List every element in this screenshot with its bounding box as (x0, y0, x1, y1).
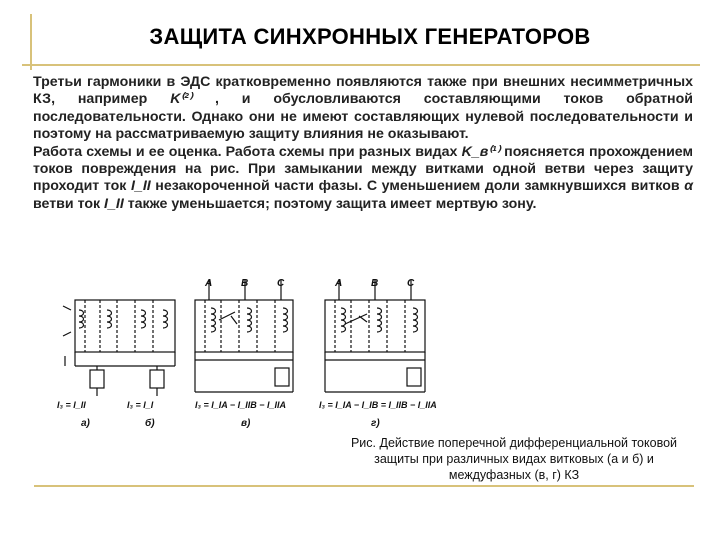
paragraph-2-text-d: ветви ток (33, 195, 105, 212)
body-text (33, 74, 693, 213)
panel-g-circuit (325, 280, 425, 392)
figure-caption: Рис. Действие поперечной дифференциальной токовой защиты при различных видах витковых (а и б) и междуфазных (в, г) КЗ (350, 436, 678, 482)
title-frame-vertical (30, 14, 32, 70)
circuit-figure (55, 276, 455, 434)
paragraph-2-text-e: также уменьшается; поэтому защита имеет мертвую зону. (123, 195, 537, 212)
page-title: ЗАЩИТА СИНХРОННЫХ ГЕНЕРАТОРОВ (149, 24, 591, 49)
bottom-frame-line (34, 485, 694, 487)
formula-b: I₃ = I_I (127, 400, 154, 410)
phase-label-a-g: A (335, 278, 343, 289)
panel-ab-circuit (63, 300, 175, 396)
paragraph-2-text-c: незакороченной части фазы. С уменьшением доли замкнувшихся витков (150, 178, 685, 195)
title-frame-horizontal (22, 64, 700, 66)
paragraph-2 (33, 144, 693, 214)
paragraph-2-text-a: Работа схемы и ее оценка. Работа схемы при разных видах (33, 143, 462, 160)
math-i2-first: I_II (130, 178, 151, 195)
panel-v-circuit (195, 280, 293, 392)
panel-label-g: г) (371, 418, 380, 429)
paragraph-1-text-a: Третьи гармоники в ЭДС кратковременно появляются также при внешних несимметричных КЗ, например (33, 74, 693, 108)
phase-label-b-v: B (241, 278, 249, 289)
phase-label-b-g: B (371, 278, 379, 289)
math-i2-second: I_II (104, 195, 124, 212)
panel-label-v: в) (241, 418, 251, 429)
formula-g: I₃ = I_IA − I_IB = I_IIB − I_IIA (319, 400, 437, 410)
panel-label-a: а) (81, 418, 90, 429)
panel-label-b: б) (145, 418, 155, 429)
phase-label-a-v: A (205, 278, 213, 289)
phase-label-c-g: C (407, 278, 415, 289)
math-k2: K⁽²⁾ (170, 91, 193, 108)
formula-a: I₃ = I_II (57, 400, 86, 410)
paragraph-1 (33, 74, 693, 144)
formula-v: I₃ = I_IA − I_IIB − I_IIA (195, 400, 286, 410)
paragraph-1-text-b: , и обусловливаются составляющими токов обратной последовательности. Однако они не имеют составляющих нулевой последовательности и поэтому на рассматриваемую защиту влияния не оказывают. (33, 91, 693, 143)
paragraph-2-text-b: поясняется прохождением токов повреждения на рис. При замыкании между витками одной ветви через защиту проходит ток (33, 143, 693, 195)
phase-label-c-v: C (277, 278, 285, 289)
math-alpha: α (684, 178, 694, 195)
math-kv1: K_в⁽¹⁾ (461, 143, 500, 160)
